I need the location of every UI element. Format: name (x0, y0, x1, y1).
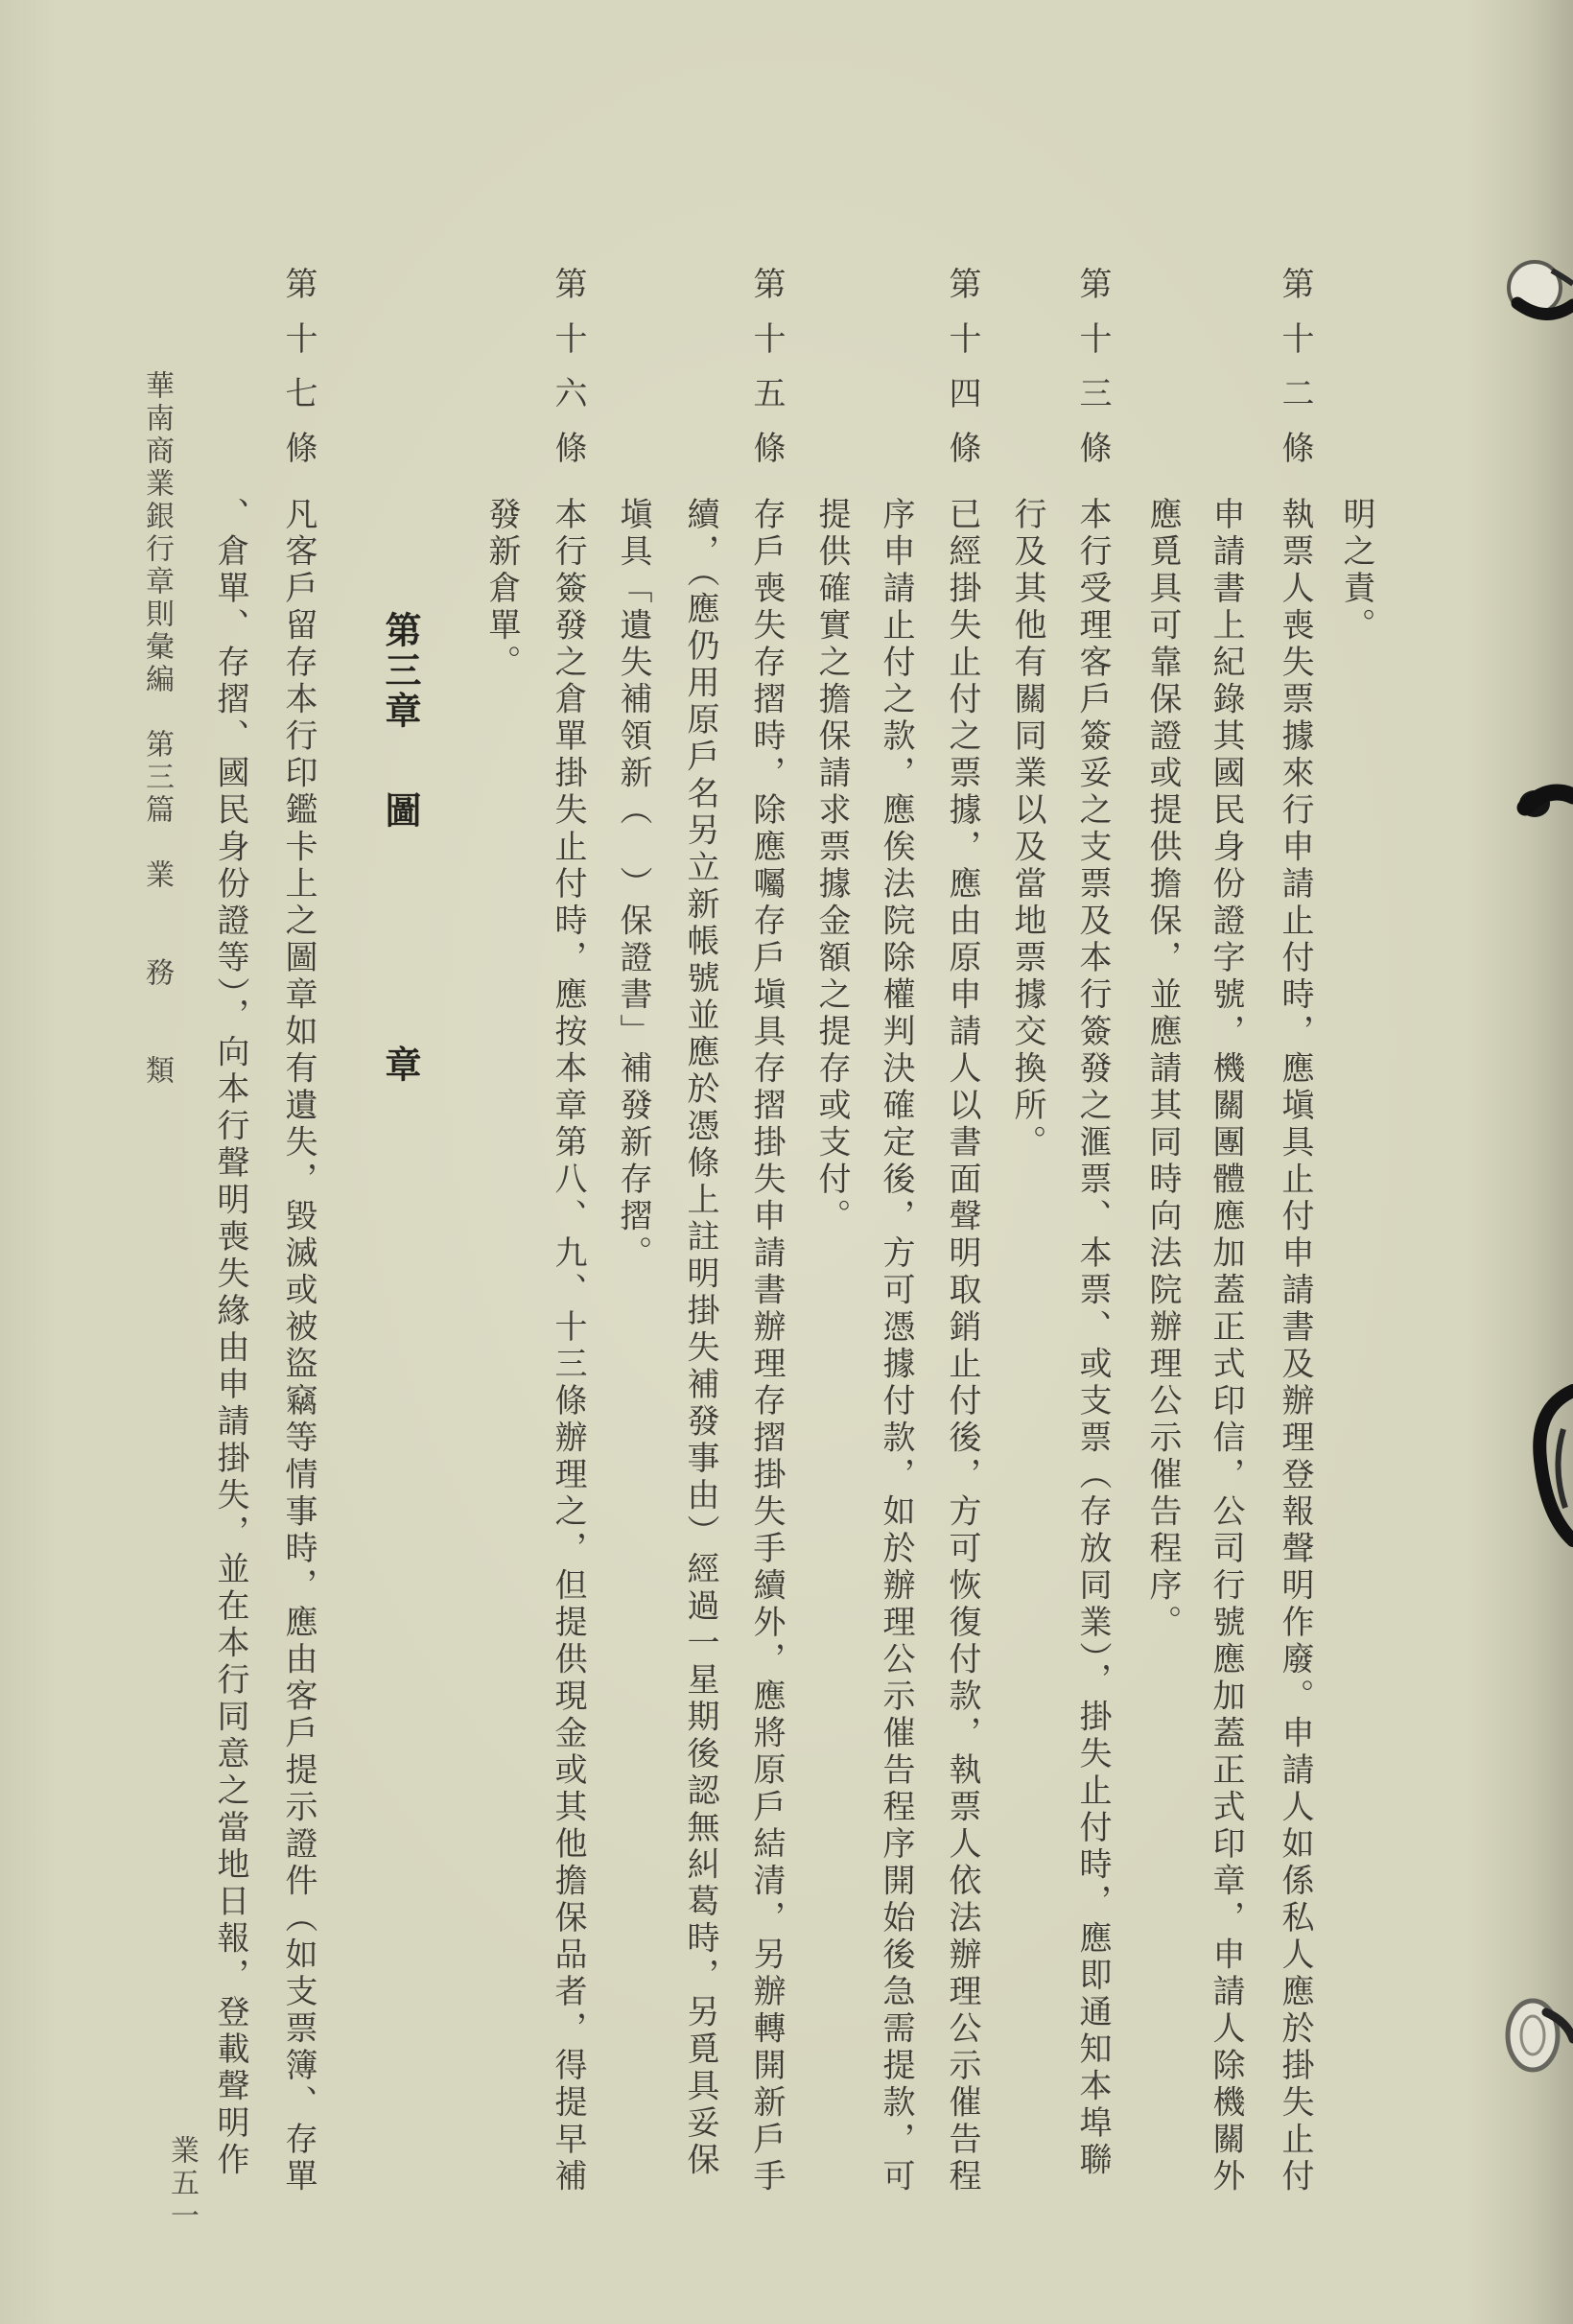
continuation-text: 明之責。 (1337, 497, 1375, 645)
article-14-line-2: 序申請止付之款，應俟法院除權判決確定後，方可憑據付款，如於辦理公示催告程序開始後急需提款，可 (877, 497, 915, 2195)
page-shadow-left (0, 0, 58, 2324)
article-15-line-2: 續，（應仍用原戶名另立新帳號並應於憑條上註明掛失補發事由）經過一星期後認無糾葛時，另覓具妥保 (681, 497, 719, 2179)
article-12-line-1: 執票人喪失票據來行申請止付時，應塡具止付申請書及辦理登報聲明作廢。申請人如係私人應於掛失止付 (1276, 497, 1314, 2195)
article-12-line-3: 應覓具可靠保證或提供擔保，並應請其同時向法院辦理公示催告程序。 (1143, 497, 1182, 1642)
article-12-line-2: 申請書上紀錄其國民身份證字號，機關團體應加蓋正式印信，公司行號應加蓋正式印章，申請人除機關外 (1207, 497, 1245, 2195)
chapter-title-char-2: 章 (379, 1045, 422, 1086)
article-16-line-1: 本行簽發之倉單掛失止付時，應按本章第八、九、十三條辦理之，但提供現金或其他擔保品者，得提早補 (549, 497, 587, 2195)
article-13-number: 第十三條 (1073, 267, 1112, 485)
article-14-line-1: 已經掛失止付之票據，應由原申請人以書面聲明取銷止付後，方可恢復付款，執票人依法辦理公示催告程 (943, 497, 981, 2195)
article-13-line-2: 行及其他有關同業以及當地票據交換所。 (1008, 497, 1046, 1162)
article-15-number: 第十五條 (747, 267, 786, 485)
chapter-title-char-1: 圖 (379, 791, 422, 832)
article-12-number: 第十二條 (1276, 267, 1314, 485)
article-15-line-1: 存戶喪失存摺時，除應囑存戶塡具存摺掛失申請書辦理存摺掛失手續外，應將原戶結清，另辦轉開新戶手 (747, 497, 786, 2195)
article-14-line-3: 提供確實之擔保請求票據金額之提存或支付。 (812, 497, 851, 1235)
page-shadow-right (1467, 0, 1573, 2324)
article-17-number: 第十七條 (279, 267, 317, 485)
chapter-number: 第三章 (379, 611, 422, 732)
article-16-number: 第十六條 (549, 267, 587, 485)
article-17-line-2: 、倉單、存摺、國民身份證等），向本行聲明喪失緣由申請掛失，並在本行同意之當地日報，登載聲明作 (211, 497, 249, 2179)
running-title: 華南商業銀行章則彙編 第三篇 業 務 類 (140, 370, 174, 1088)
article-15-line-3: 塡具「遺失補領新（ ）保證書」補發新存摺。 (614, 497, 652, 1273)
page-number: 業五一 (165, 2135, 199, 2233)
article-13-line-1: 本行受理客戶簽妥之支票及本行簽發之滙票、本票、或支票（存放同業），掛失止付時，應即通知本埠聯 (1073, 497, 1112, 2179)
article-16-line-2: 發新倉單。 (482, 497, 521, 682)
article-17-line-1: 凡客戶留存本行印鑑卡上之圖章如有遺失，毀滅或被盜竊等情事時，應由客戶提示證件（如支票簿、存單 (279, 497, 317, 2195)
article-14-number: 第十四條 (943, 267, 981, 485)
